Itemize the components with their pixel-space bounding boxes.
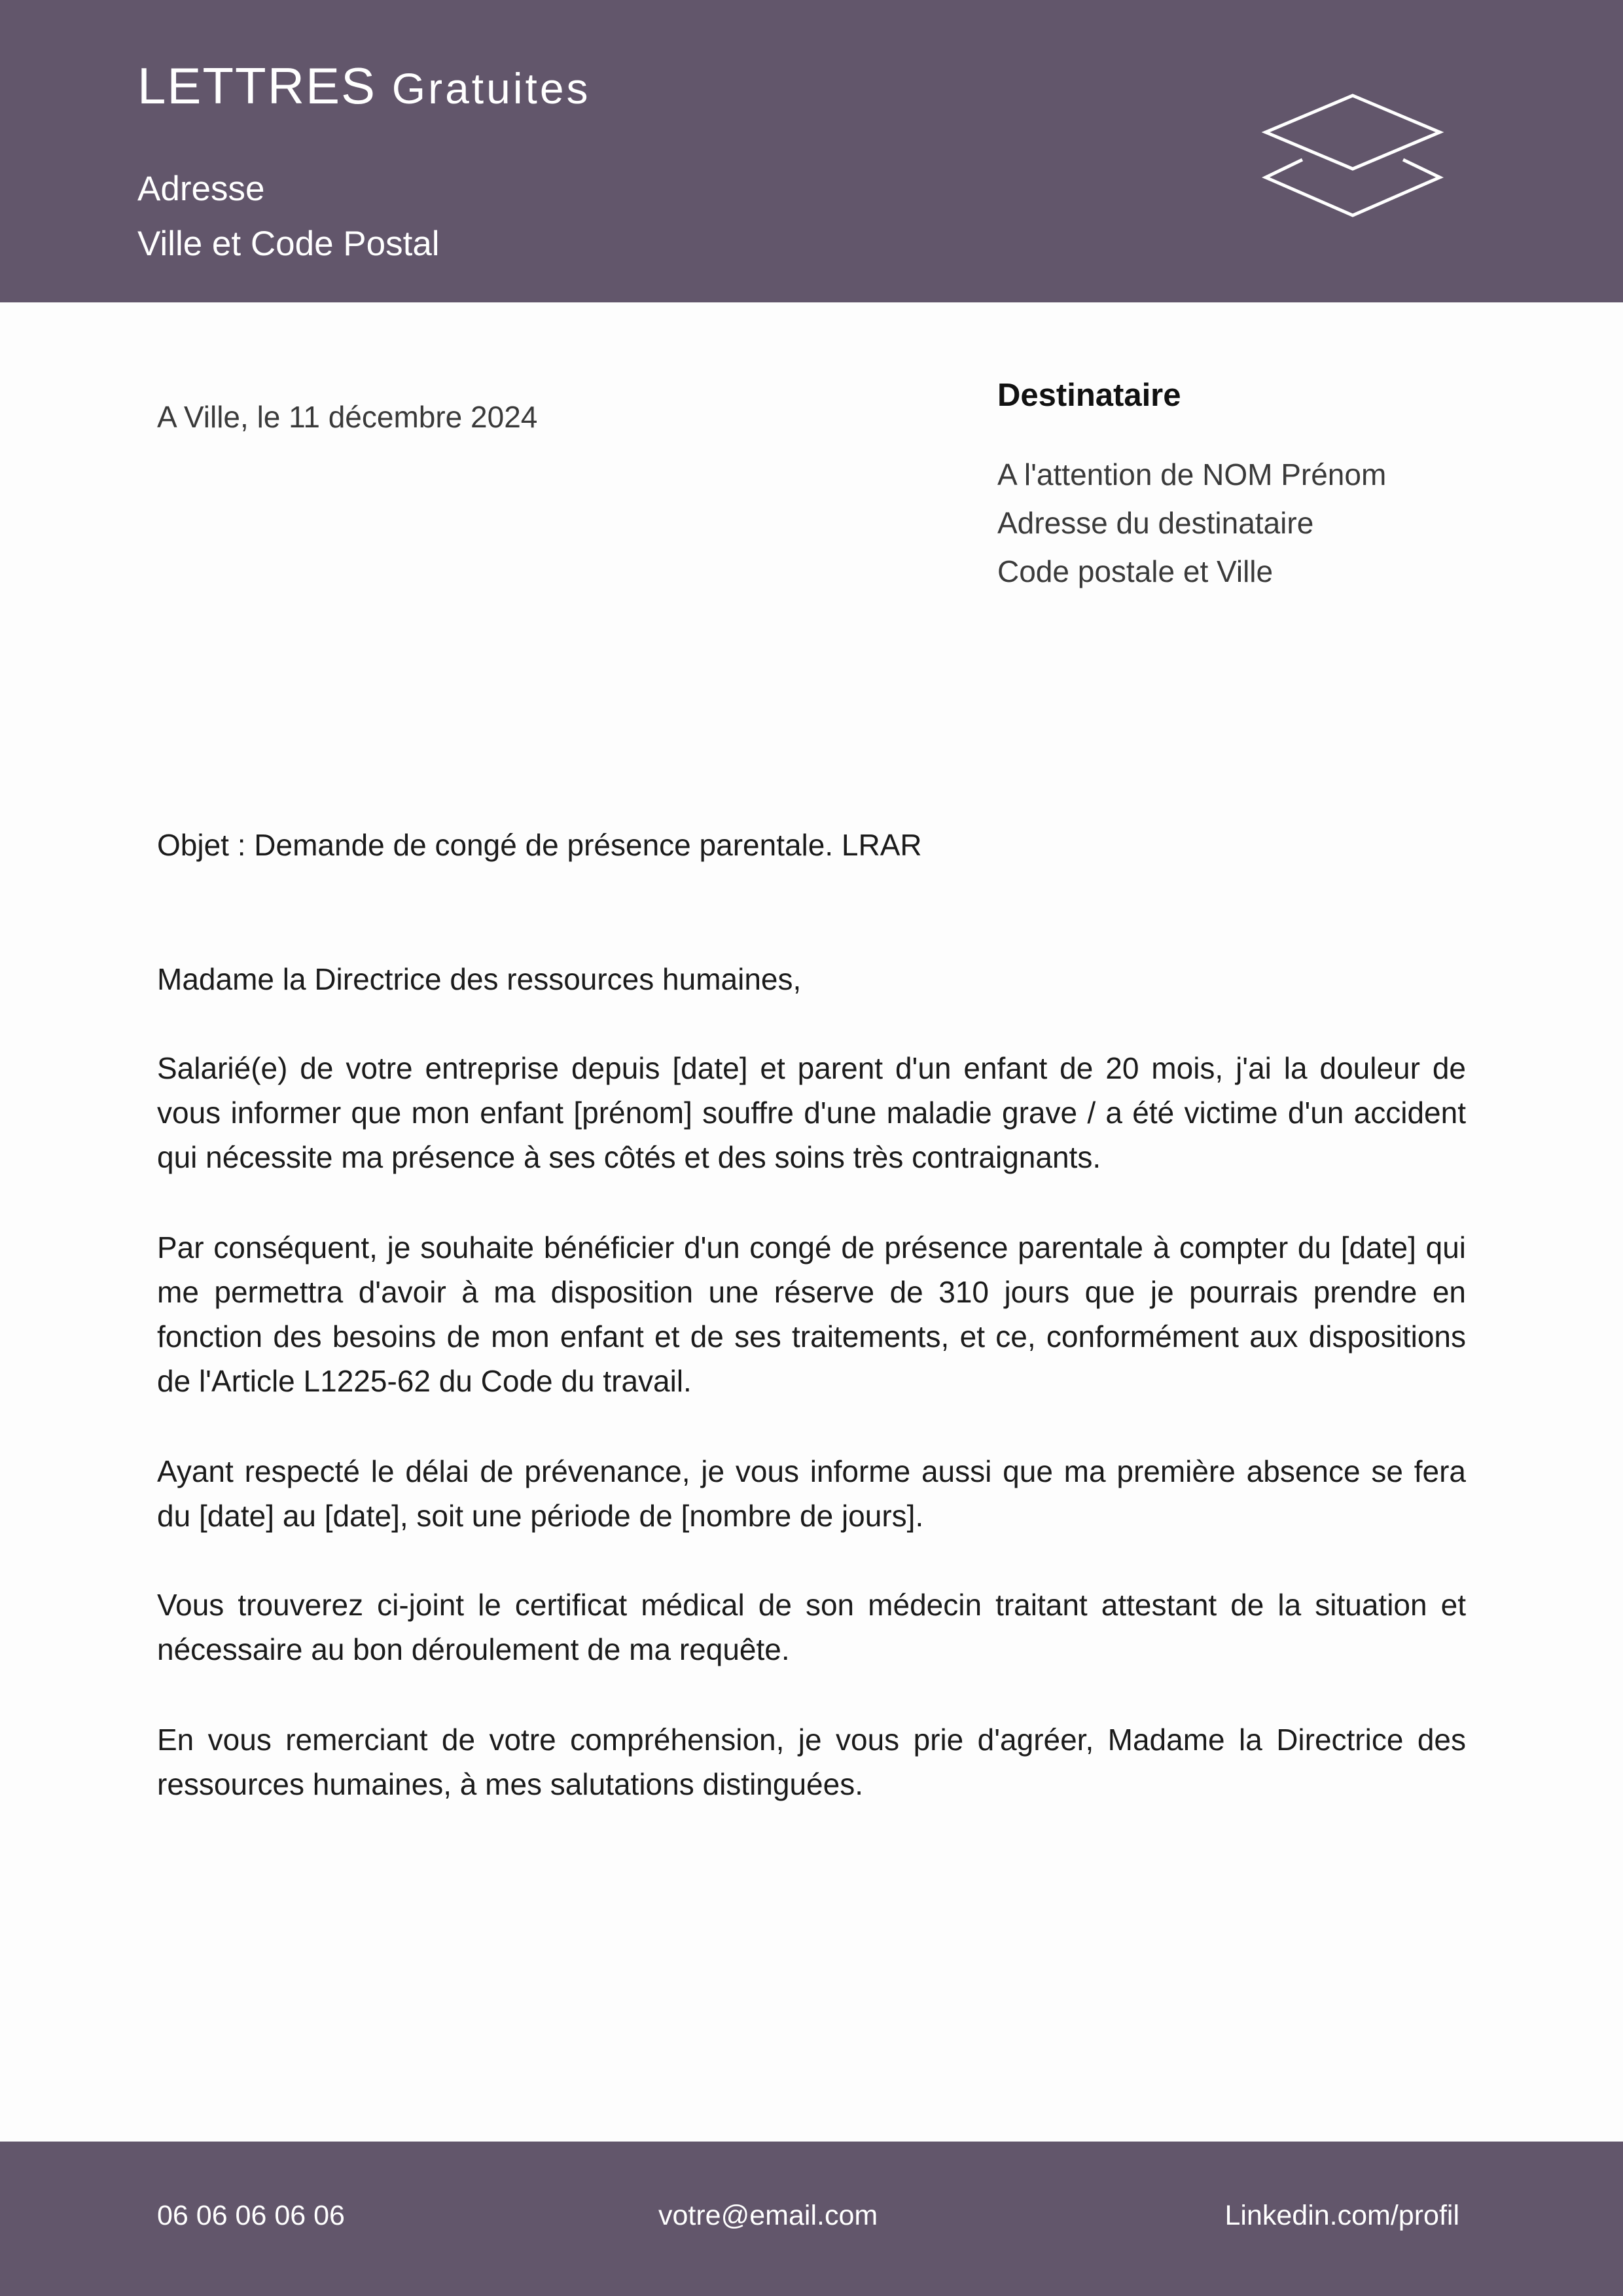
sender-address: Adresse	[137, 170, 265, 208]
letter-paragraph: Ayant respecté le délai de prévenance, je vous informe aussi que ma première absence se fera du [date] au [date], soit une période de [nombre de jours].	[157, 1454, 1466, 1533]
footer-phone: 06 06 06 06 06	[157, 2200, 345, 2231]
recipient-attention: A l'attention de NOM Prénom	[997, 457, 1387, 492]
brand-main: LETTRES	[137, 57, 377, 115]
footer-linkedin: Linkedin.com/profil	[1224, 2200, 1459, 2231]
brand-small: Gratuites	[391, 64, 591, 113]
letter-date: A Ville, le 11 décembre 2024	[157, 400, 538, 434]
letter-header	[0, 0, 1623, 302]
stacked-diamonds-icon	[1258, 92, 1448, 223]
footer-email: votre@email.com	[658, 2200, 878, 2231]
letter-paragraph: Salarié(e) de votre entreprise depuis [date] et parent d'un enfant de 20 mois, j'ai la douleur de vous informer que mon enfant [prénom] souffre d'une maladie grave / a été victime d'un accident qui nécessite ma présence à ses côtés et des soins très contraignants.	[157, 1051, 1466, 1174]
letter-paragraph: Par conséquent, je souhaite bénéficier d'un congé de présence parentale à compter du [date] qui me permettra d'avoir à ma disposition une réserve de 310 jours que je pourrais prendre en fonction des besoins de mon enfant et de ses traitements, et ce, conformément aux dispositions de l'Article L1225-62 du Code du travail.	[157, 1230, 1466, 1398]
letter-footer	[0, 2142, 1623, 2296]
letter-closing: En vous remerciant de votre compréhension, je vous prie d'agréer, Madame la Directrice des ressources humaines, à mes salutations distinguées.	[157, 1723, 1466, 1801]
letter-salutation: Madame la Directrice des ressources humaines,	[157, 962, 802, 996]
recipient-heading: Destinataire	[997, 378, 1181, 413]
letter-subject: Objet : Demande de congé de présence parentale. LRAR	[157, 828, 922, 862]
recipient-address: Adresse du destinataire	[997, 506, 1314, 540]
letter-paragraph: Vous trouverez ci-joint le certificat médical de son médecin traitant attestant de la situation et nécessaire au bon déroulement de ma requête.	[157, 1588, 1466, 1666]
sender-city-postal: Ville et Code Postal	[137, 224, 440, 263]
brand-title	[137, 57, 591, 115]
recipient-city-postal: Code postale et Ville	[997, 554, 1274, 588]
